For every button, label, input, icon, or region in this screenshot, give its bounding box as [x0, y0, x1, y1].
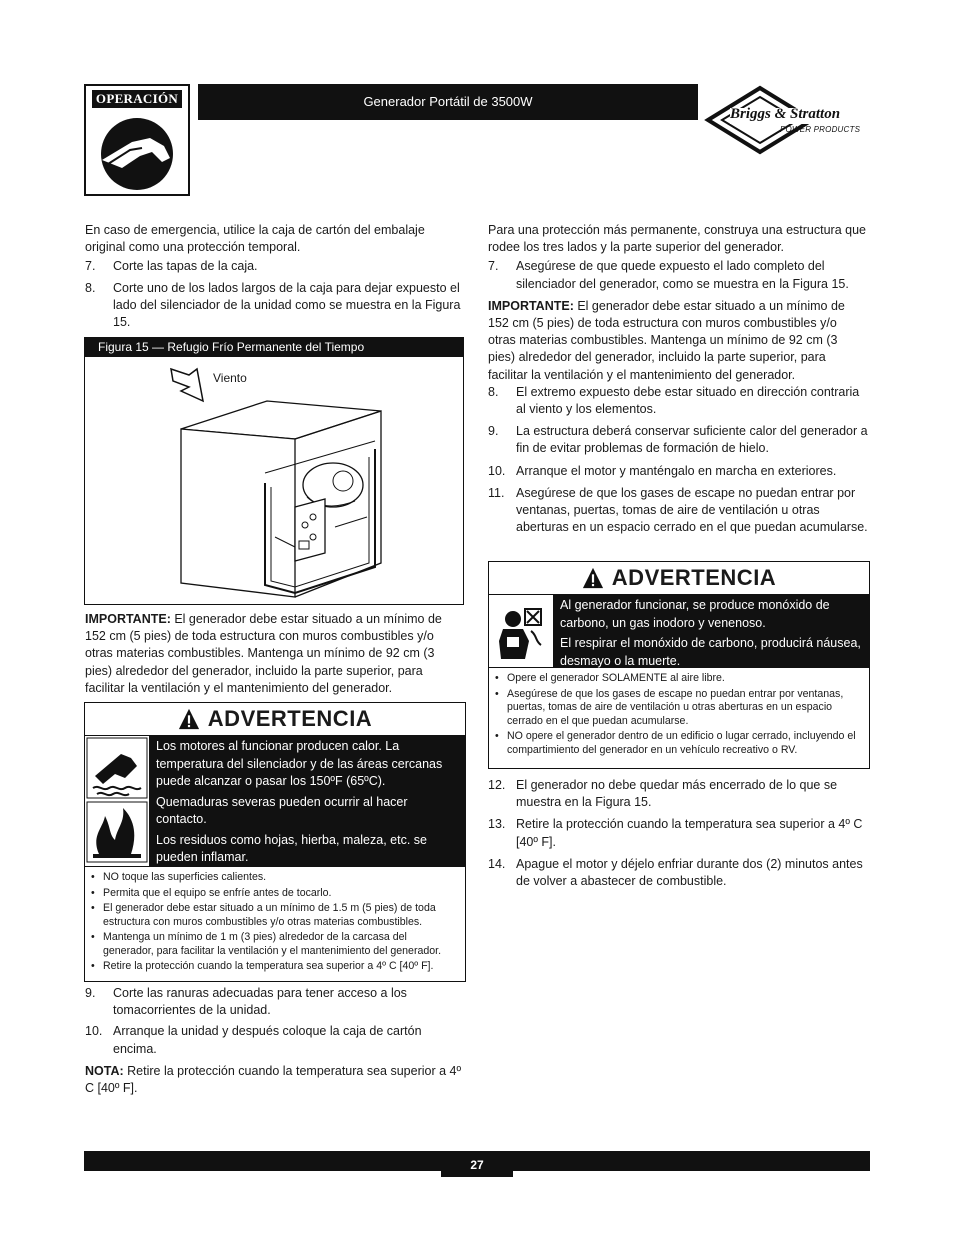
left-intro-block	[85, 222, 463, 331]
list-item: • Mantenga un mínimo de 1 m (3 pies) alrededor de la carcasa del generador, para facilitar la ventilación y el mantenimiento del generador.	[91, 931, 442, 957]
right-intro: Para una protección más permanente, construya una estructura que rodee los tres lados y la parte superior del generador.	[488, 223, 866, 255]
list-item: 13. Retire la protección cuando la temperatura sea superior a 4º C [40º F].	[488, 817, 863, 849]
list-item: 8. El extremo expuesto debe estar situado en dirección contraria al viento y los elementos.	[488, 384, 860, 417]
list-item: • Permita que el equipo se enfríe antes de tocarlo.	[91, 886, 332, 899]
important-text: El generador debe estar situado a un mínimo de 152 cm (5 pies) de toda estructura con muros combustibles y/o otras materias combustibles. Mantenga un mínimo de 92 cm (3 pies) alrededor del generador, incluido la parte superior, para facilitar la ventilación y el mantenimiento del generador.	[85, 612, 442, 695]
important-label: IMPORTANTE:	[85, 612, 171, 626]
warning-icons	[85, 736, 150, 866]
warning-bullets	[489, 667, 869, 761]
list-item: • NO opere el generador dentro de un edificio o lugar cerrado, incluyendo el compartimiento del generador en un vehículo recreativo o RV.	[495, 730, 856, 756]
right-steps-bottom	[488, 777, 868, 890]
warning-bullets	[85, 866, 465, 978]
list-item: 9. Corte las ranuras adecuadas para tener acceso a los tomacorrientes de la unidad.	[85, 986, 407, 1018]
note: NOTA: Retire la protección cuando la temperatura sea superior a 4º C [40º F].	[85, 1063, 462, 1096]
list-item: • NO toque las superficies calientes.	[91, 871, 267, 883]
brand-name: Briggs & Stratton	[730, 106, 841, 122]
header-title: Generador Portátil de 3500W	[363, 94, 533, 109]
list-item: 11. Asegúrese de que los gases de escape no puedan entrar por ventanas, puertas, tomas de aire de ventilación u otras aberturas en un espacio cerrado en el que puedan acumularse.	[488, 485, 868, 535]
list-item: 7. Corte las tapas de la caja.	[85, 259, 258, 274]
figure-label-wind: Viento	[213, 371, 247, 385]
warning-triangle-icon	[582, 567, 604, 589]
section-tab-title: OPERACIÓN	[92, 90, 182, 108]
right-important: IMPORTANTE: El generador debe estar situado a un mínimo de 152 cm (5 pies) de toda estructura con muros combustibles y/o otras materias combustibles. Mantenga un mínimo de 92 cm (3 pies) alrededor del generador, incluido la parte superior, para facilitar la ventilación y el mantenimiento del generador.	[488, 298, 845, 382]
list-item: 9. La estructura deberá conservar suficiente calor del generador a fin de evitar problemas de formación de hielo.	[488, 424, 868, 456]
warning-triangle-icon	[178, 708, 200, 730]
list-item: • Asegúrese de que los gases de escape no puedan entrar por ventanas, puertas, tomas de aire de ventilación u otras aberturas en un espacio cerrado en el que puedan acumularse.	[495, 687, 844, 727]
list-item: • El generador debe estar situado a un mínimo de 1.5 m (5 pies) de toda estructura con muros combustibles y/o otras materias combustibles.	[91, 902, 436, 928]
list-item: 14. Apague el motor y déjelo enfriar durante dos (2) minutos antes de volver a abastecer de combustible.	[488, 856, 863, 889]
brand-logo	[700, 84, 870, 156]
right-text-block	[488, 222, 868, 536]
list-item: • Retire la protección cuando la temperatura sea superior a 4º C [40º F].	[91, 960, 434, 972]
list-item: 8. Corte uno de los lados largos de la caja para dejar expuesto el lado del silenciador de la unidad como se muestra en la Figura 15.	[85, 280, 461, 330]
operation-hand-icon	[92, 112, 182, 192]
header-title-bar	[198, 84, 698, 120]
carbon-monoxide-warning	[488, 561, 870, 769]
list-item: • Opere el generador SOLAMENTE al aire libre.	[495, 672, 725, 684]
warning-body	[85, 736, 465, 866]
generator-shelter-illustration	[85, 357, 463, 604]
toxic-fumes-icon	[491, 601, 551, 661]
list-item: 10. Arranque el motor y manténgalo en marcha en exteriores.	[488, 463, 837, 478]
brand-sub: POWER PRODUCTS	[780, 125, 861, 134]
warning-header	[489, 562, 869, 595]
figure-caption: Figura 15 — Refugio Frío Permanente del Tiempo	[85, 338, 463, 357]
warning-body	[489, 595, 869, 667]
page-number: 27	[441, 1151, 513, 1177]
warning-icons	[489, 595, 554, 667]
list-item: 12. El generador no debe quedar más encerrado de lo que se muestra en la Figura 15.	[488, 778, 838, 810]
left-intro: En caso de emergencia, utilice la caja de cartón del embalaje original como una protección temporal.	[85, 223, 425, 255]
hot-surface-warning	[84, 702, 466, 982]
list-item: 7. Asegúrese de que quede expuesto el lado completo del silenciador del generador, como se muestra en la Figura 15.	[488, 259, 849, 291]
warning-messages: Al generador funcionar, se produce monóxido de carbono, un gas inodoro y venenoso. El respirar el monóxido de carbono, producirá náusea, desmayo o la muerte.	[554, 595, 869, 667]
list-item: 10. Arranque la unidad y después coloque la caja de cartón encima.	[85, 1024, 422, 1056]
left-important	[85, 611, 463, 697]
figure-15	[84, 337, 464, 605]
warning-messages: Los motores al funcionar producen calor. La temperatura del silenciador y de las áreas cercanas puede alcanzar o pasar los 150ºF (65ºC). Quemaduras severas pueden ocurrir al hacer contacto. Los residuos como hojas, hierba, maleza, etc. se pueden inflamar.	[150, 736, 465, 866]
warning-title: ADVERTENCIA	[207, 706, 373, 731]
left-steps-bottom	[85, 985, 463, 1097]
warning-title: ADVERTENCIA	[611, 565, 777, 590]
section-tab	[84, 84, 190, 196]
warning-header	[85, 703, 465, 736]
